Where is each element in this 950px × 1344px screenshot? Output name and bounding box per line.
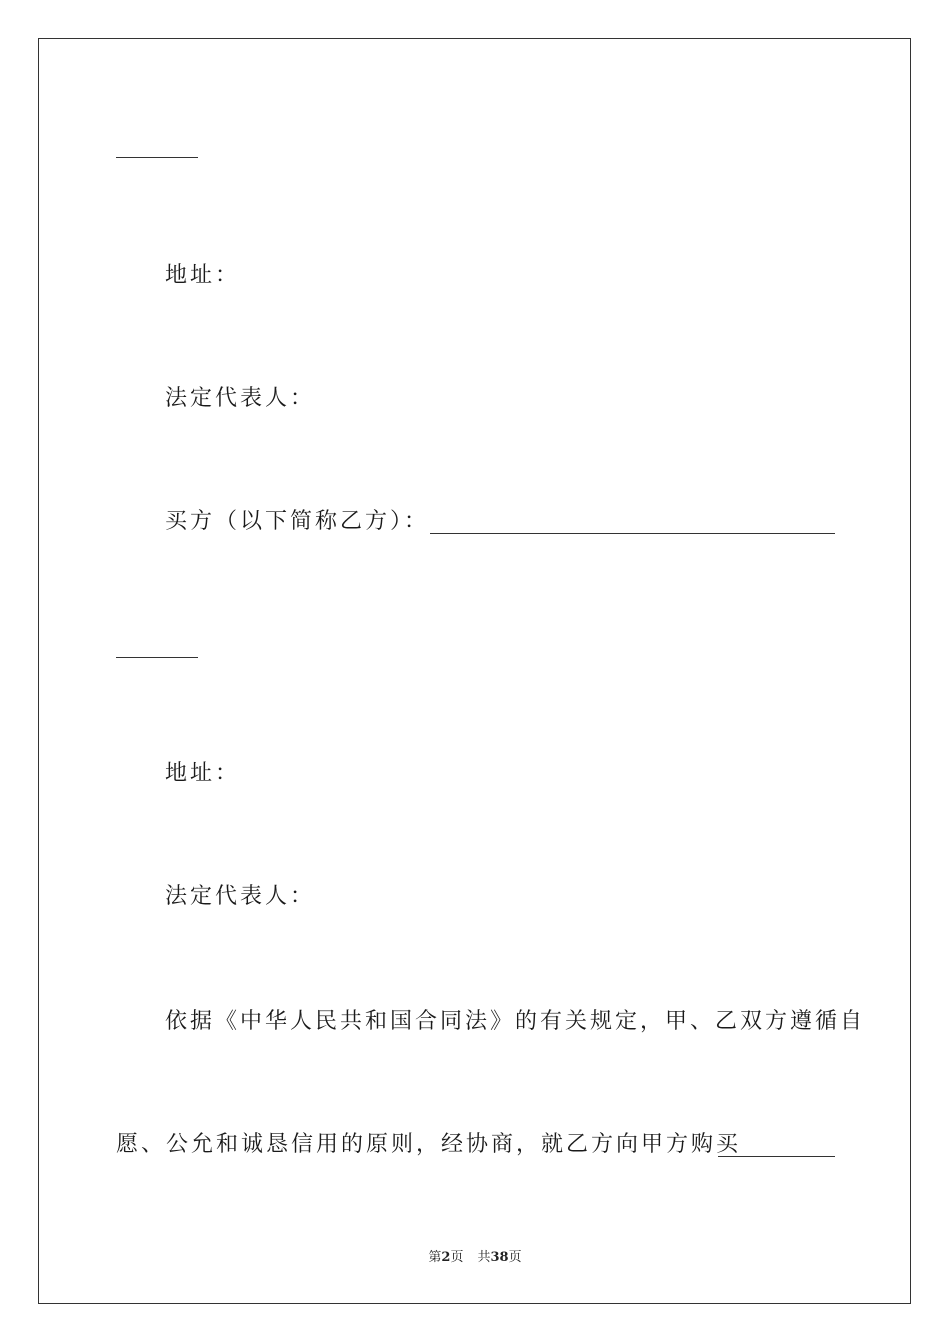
buyer-legal-rep-label: 法定代表人： (165, 884, 316, 909)
page-border (38, 38, 911, 1304)
blank-underline (116, 657, 198, 658)
page-footer (0, 1246, 950, 1265)
blank-underline (116, 157, 198, 158)
page-prefix: 第 (428, 1250, 442, 1265)
seller-address-label: 地址： (165, 263, 241, 288)
total-prefix: 共 (477, 1250, 491, 1265)
buyer-address-label: 地址： (165, 761, 241, 786)
total-pages-number: 38 (490, 1250, 509, 1265)
seller-legal-rep-label: 法定代表人： (165, 386, 316, 411)
total-suffix: 页 (508, 1250, 522, 1265)
purchase-item-blank (718, 1156, 835, 1157)
page-suffix: 页 (450, 1250, 464, 1265)
contract-paragraph-line-2: 愿、公允和诚恳信用的原则，经协商，就乙方向甲方购买 (116, 1132, 742, 1157)
contract-paragraph-line-1: 依据《中华人民共和国合同法》的有关规定，甲、乙双方遵循自 (165, 1009, 866, 1034)
current-page-number: 2 (441, 1250, 451, 1265)
buyer-label: 买方（以下简称乙方）： (165, 509, 430, 534)
buyer-name-blank (430, 533, 835, 534)
